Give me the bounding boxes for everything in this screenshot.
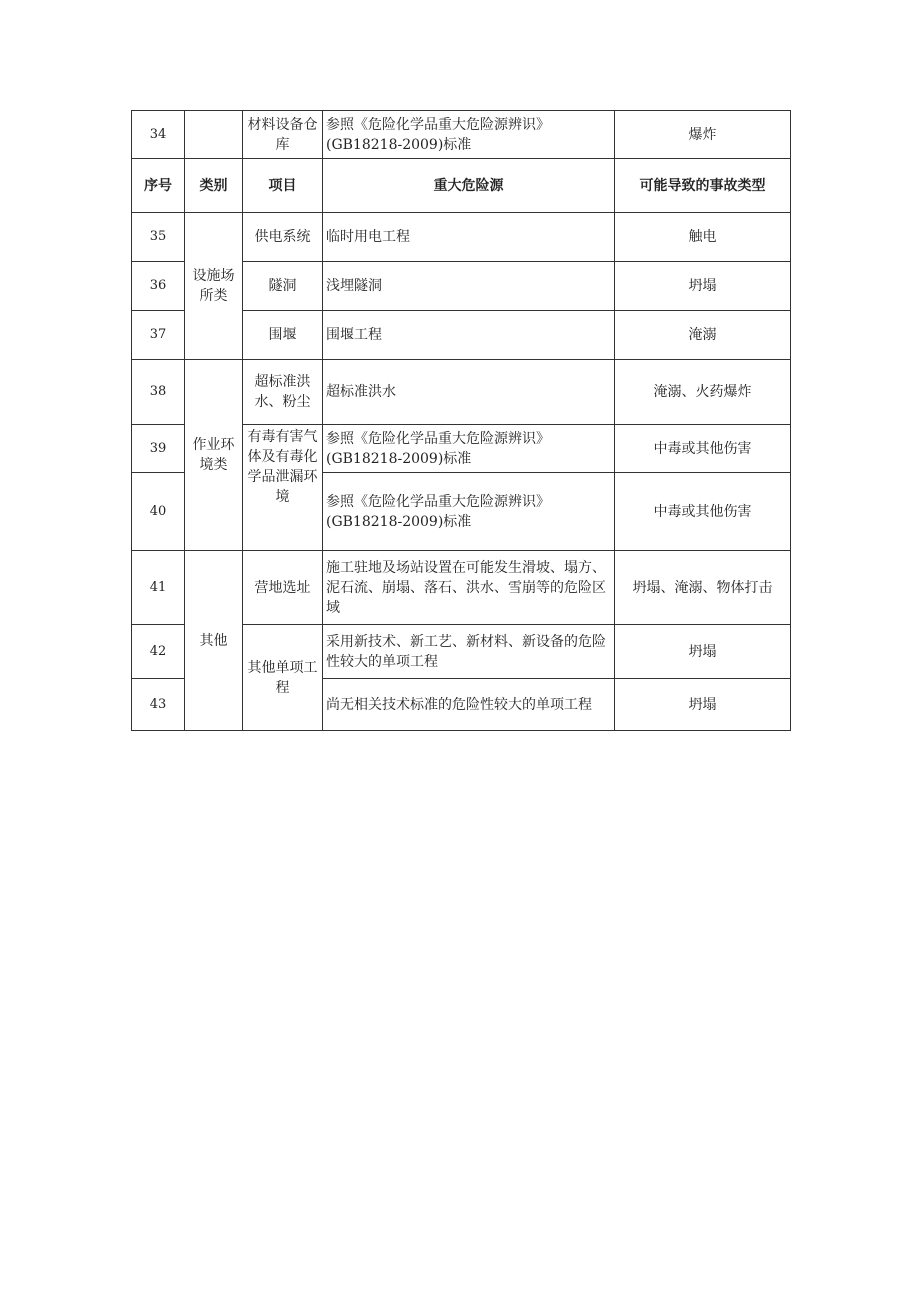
item-cell: 材料设备仓库	[243, 111, 323, 159]
accident-type-cell: 中毒或其他伤害	[615, 425, 791, 473]
category-cell: 其他	[185, 551, 243, 731]
table-row	[132, 213, 791, 262]
hazard-source-cell: 浅埋隧洞	[323, 262, 615, 311]
item-cell: 其他单项工程	[243, 625, 323, 731]
table-row	[132, 360, 791, 425]
row-number: 40	[132, 473, 185, 551]
hazard-source-cell: 参照《危险化学品重大危险源辨识》(GB18218-2009)标准	[323, 111, 615, 159]
header-category: 类别	[185, 159, 243, 213]
table-row	[132, 111, 791, 159]
hazard-table	[131, 110, 791, 731]
row-number: 43	[132, 679, 185, 731]
category-cell	[185, 111, 243, 159]
category-cell: 作业环境类	[185, 360, 243, 551]
header-accident: 可能导致的事故类型	[615, 159, 791, 213]
accident-type-cell: 中毒或其他伤害	[615, 473, 791, 551]
hazard-source-cell: 采用新技术、新工艺、新材料、新设备的危险性较大的单项工程	[323, 625, 615, 679]
header-item: 项目	[243, 159, 323, 213]
header-row	[132, 159, 791, 213]
accident-type-cell: 淹溺	[615, 311, 791, 360]
hazard-source-cell: 参照《危险化学品重大危险源辨识》(GB18218-2009)标准	[323, 425, 615, 473]
item-cell: 隧洞	[243, 262, 323, 311]
row-number: 37	[132, 311, 185, 360]
item-cell: 供电系统	[243, 213, 323, 262]
table-row	[132, 551, 791, 625]
accident-type-cell: 坍塌	[615, 262, 791, 311]
hazard-source-cell: 施工驻地及场站设置在可能发生滑坡、塌方、泥石流、崩塌、落石、洪水、雪崩等的危险区域	[323, 551, 615, 625]
accident-type-cell: 坍塌、淹溺、物体打击	[615, 551, 791, 625]
accident-type-cell: 淹溺、火药爆炸	[615, 360, 791, 425]
row-number: 35	[132, 213, 185, 262]
hazard-source-cell: 超标准洪水	[323, 360, 615, 425]
accident-type-cell: 爆炸	[615, 111, 791, 159]
hazard-source-cell: 尚无相关技术标准的危险性较大的单项工程	[323, 679, 615, 731]
hazard-source-cell: 临时用电工程	[323, 213, 615, 262]
accident-type-cell: 坍塌	[615, 625, 791, 679]
hazard-source-cell: 参照《危险化学品重大危险源辨识》(GB18218-2009)标准	[323, 473, 615, 551]
accident-type-cell: 坍塌	[615, 679, 791, 731]
row-number: 42	[132, 625, 185, 679]
header-source: 重大危险源	[323, 159, 615, 213]
row-number: 36	[132, 262, 185, 311]
accident-type-cell: 触电	[615, 213, 791, 262]
item-cell: 有毒有害气体及有毒化学品泄漏环境	[243, 425, 323, 551]
category-cell: 设施场所类	[185, 213, 243, 360]
item-cell: 围堰	[243, 311, 323, 360]
hazard-source-cell: 围堰工程	[323, 311, 615, 360]
item-cell: 超标准洪水、粉尘	[243, 360, 323, 425]
row-number: 38	[132, 360, 185, 425]
header-no: 序号	[132, 159, 185, 213]
row-number: 39	[132, 425, 185, 473]
row-number: 34	[132, 111, 185, 159]
row-number: 41	[132, 551, 185, 625]
item-cell: 营地选址	[243, 551, 323, 625]
